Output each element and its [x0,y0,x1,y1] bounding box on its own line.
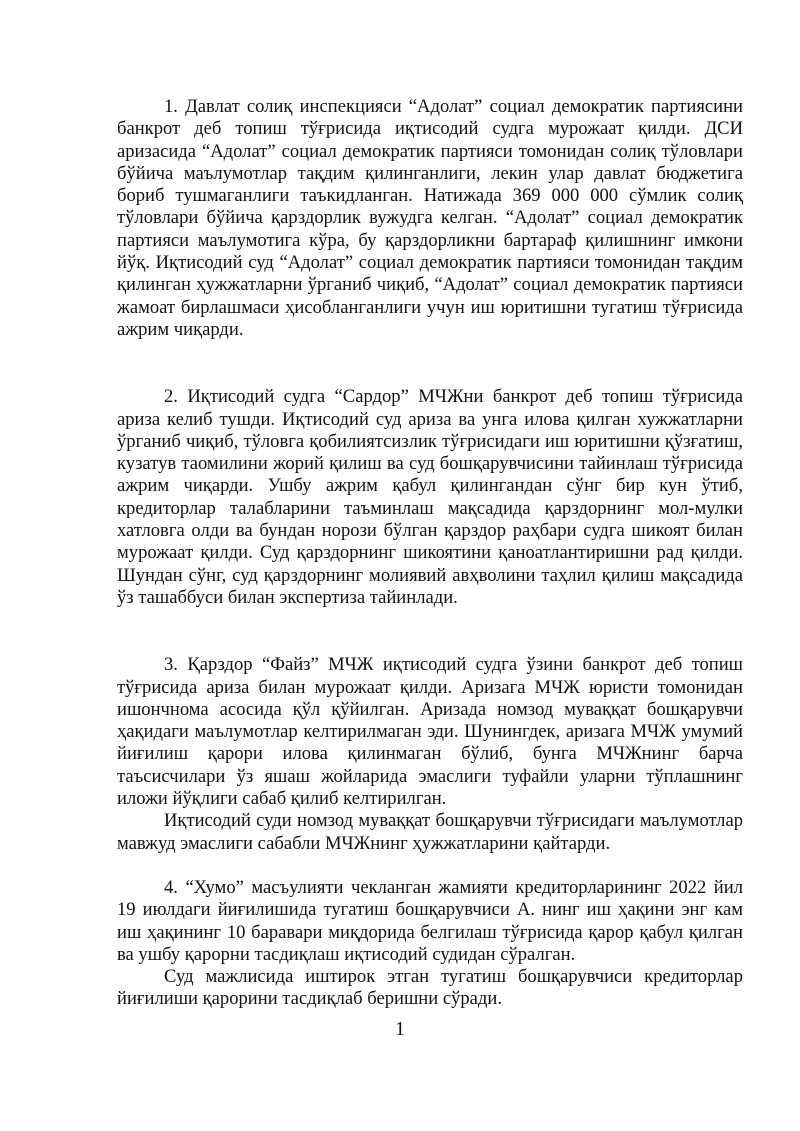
case-4-paragraph: 4. “Хумо” масъулияти чекланган жамияти кредиторларининг 2022 йил 19 июлдаги йиғилишида тугатиш бошқарувчиси А. нинг иш ҳақини энг кам иш ҳақининг 10 баравари миқдорида белгилаш тўғрисида қарор қабул қилган ва ушбу қарорни тасдиқлаш иқтисодий судидан сўралган. [117,876,743,965]
case-2-paragraph: 2. Иқтисодий судга “Сардор” МЧЖни банкрот деб топиш тўғрисида ариза келиб тушди. Иқтисодий суд ариза ва унга илова қилган хужжатларни ўрганиб чиқиб, тўловга қобилиятсизлик тўғрисидаги иш юритишни қўзғатиш, кузатув таомилини жорий қилиш ва суд бошқарувчисини тайинлаш тўғрисида ажрим чиқарди. Ушбу ажрим қабул қилингандан сўнг бир кун ўтиб, кредиторлар талабларини таъминлаш мақсадида қарздорнинг мол-мулки хатловга олди ва бундан норози бўлган қарздор раҳбари судга шикоят билан мурожаат қилди. Суд қарздорнинг шикоятини қаноатлантиришни рад қилди. Шундан сўнг, суд қарздорнинг молиявий авҳволини таҳлил қилиш мақсадида ўз ташаббуси билан экспертиза тайинлади. [117,386,743,608]
page-number: 1 [395,1018,405,1040]
case-1-paragraph: 1. Давлат солиқ инспекцияси “Адолат” социал демократик партиясини банкрот деб топиш тўғрисида иқтисодий судга мурожаат қилди. ДСИ аризасида “Адолат” социал демократик партияси томонидан солиқ тўловлари бўйича маълумотлар тақдим қилинганлиги, лекин улар давлат бюджетига бориб тушмаганлиги таъкидланган. Натижада 369 000 000 сўмлик солиқ тўловлари бўйича қарздорлик вужудга келган. “Адолат” социал демократик партияси маълумотига кўра, бу қарздорликни бартараф қилишнинг имкони йўқ. Иқтисодий суд “Адолат” социал демократик партияси томонидан тақдим қилинган ҳужжатларни ўрганиб чиқиб, “Адолат” социал демократик партияси жамоат бирлашмаси ҳисобланганлиги учун иш юритишни тугатиш тўғрисида ажрим чиқарди. [117,96,743,340]
document-body [117,96,743,1011]
case-3-court-decision-paragraph: Иқтисодий суди номзод муваққат бошқарувчи тўғрисидаги маълумотлар мавжуд эмаслиги сабабли МЧЖнинг ҳужжатларини қайтарди. [117,810,743,854]
paragraph-spacer [117,855,743,877]
paragraph-spacer [117,341,743,386]
case-4-hearing-paragraph: Суд мажлисида иштирок этган тугатиш бошқарувчиси кредиторлар йиғилиши қарорини тасдиқлаб беришни сўради. [117,966,743,1010]
case-3-paragraph: 3. Қарздор “Файз” МЧЖ иқтисодий судга ўзини банкрот деб топиш тўғрисида ариза билан мурожаат қилди. Аризага МЧЖ юристи томонидан ишончнома асосида қўл қўйилган. Аризада номзод муваққат бошқарувчи ҳақидаги маълумотлар келтирилмаган эди. Шунингдек, аризага МЧЖ умумий йиғилиш қарори илова қилинмаган бўлиб, бунга МЧЖнинг барча таъсисчилари ўз яшаш жойларида эмаслиги туфайли уларни тўплашнинг иложи йўқлиги сабаб қилиб келтирилган. [117,654,743,810]
paragraph-spacer [117,609,743,654]
